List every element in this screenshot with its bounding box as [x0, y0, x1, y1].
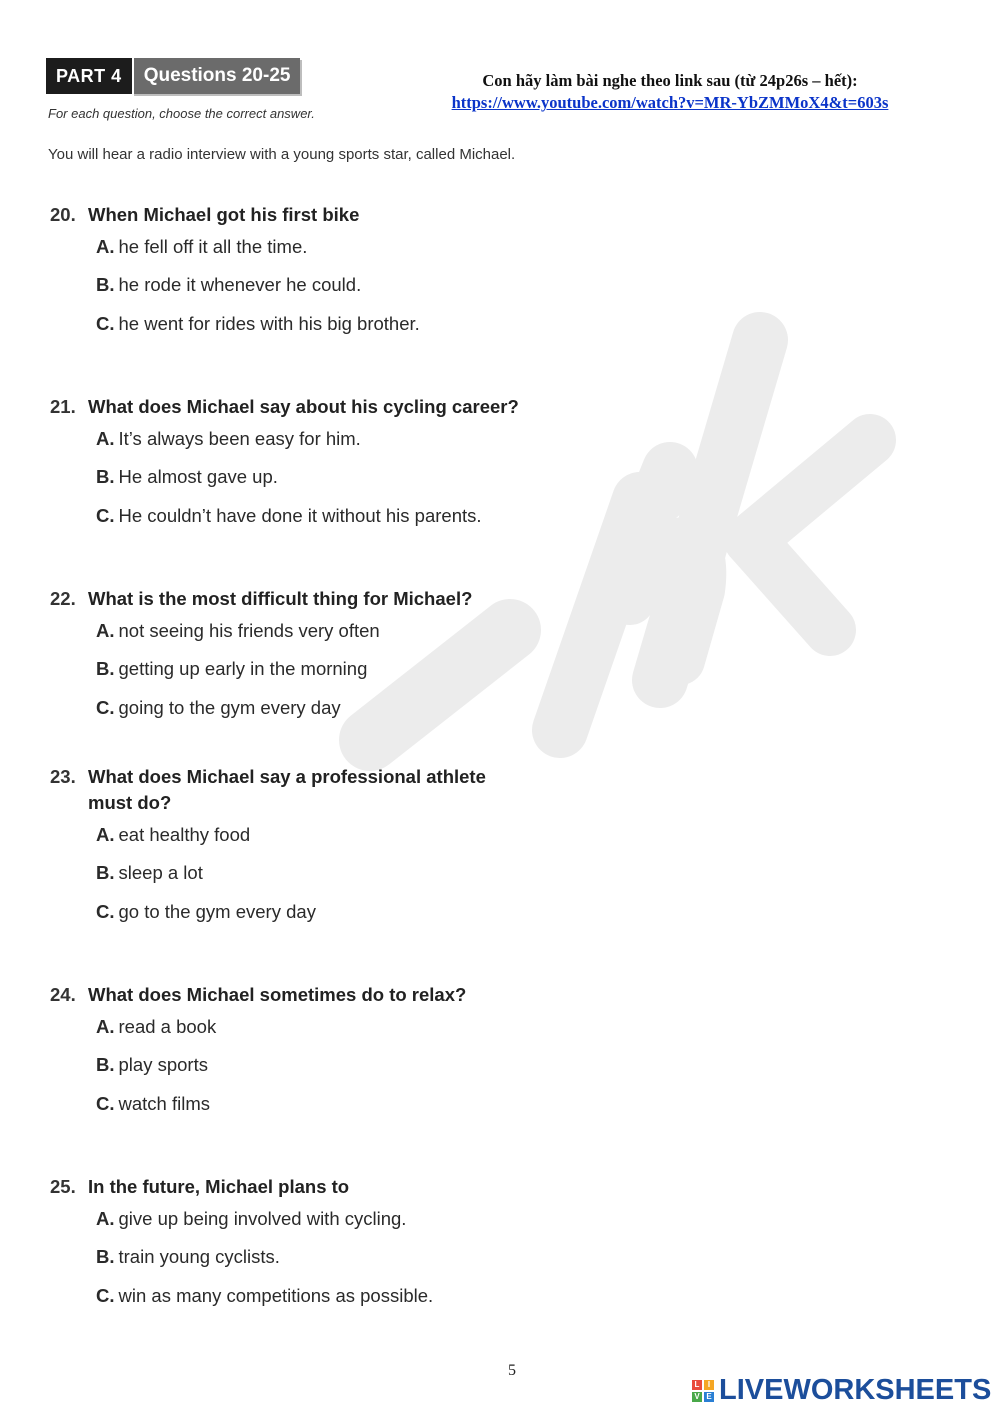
instruction-text: For each question, choose the correct answer. [48, 106, 315, 121]
question-21 [50, 394, 570, 535]
answer-options [96, 420, 570, 536]
option-letter: A. [96, 619, 115, 641]
question-25 [50, 1174, 570, 1315]
option-letter: A. [96, 427, 115, 449]
question-text: What does Michael sometimes do to relax? [88, 984, 467, 1005]
option-text: sleep a lot [118, 862, 203, 884]
question-title [50, 1174, 570, 1200]
answer-option[interactable] [96, 689, 570, 728]
option-text: going to the gym every day [118, 696, 341, 718]
part-question-range: Questions 20-25 [132, 58, 301, 94]
option-letter: B. [96, 862, 115, 884]
answer-option[interactable] [96, 228, 570, 267]
answer-option[interactable] [96, 305, 570, 344]
option-text: he went for rides with his big brother. [118, 312, 420, 334]
part-label: PART 4 [46, 58, 132, 94]
answer-options [96, 612, 570, 728]
option-text: watch films [118, 1092, 210, 1114]
option-letter: C. [96, 696, 115, 718]
liveworksheets-brand [692, 1374, 991, 1407]
question-number: 24. [50, 984, 76, 1005]
question-number: 25. [50, 1176, 76, 1197]
question-title [50, 586, 570, 612]
answer-options [96, 1200, 570, 1316]
option-text: eat healthy food [118, 823, 251, 845]
answer-option[interactable] [96, 1008, 570, 1047]
youtube-link[interactable]: https://www.youtube.com/watch?v=MR-YbZMMoX4&t=603s [451, 93, 889, 113]
question-text: What is the most difficult thing for Michael? [88, 588, 473, 609]
option-text: give up being involved with cycling. [118, 1207, 407, 1229]
listening-note [400, 70, 940, 115]
logo-square: V [692, 1392, 702, 1402]
option-text: getting up early in the morning [118, 658, 368, 680]
option-text: win as many competitions as possible. [118, 1284, 434, 1306]
logo-square: I [704, 1380, 714, 1390]
question-number: 23. [50, 766, 76, 787]
answer-option[interactable] [96, 266, 570, 305]
answer-option[interactable] [96, 650, 570, 689]
option-letter: B. [96, 658, 115, 680]
answer-option[interactable] [96, 893, 570, 932]
option-text: he rode it whenever he could. [118, 274, 362, 296]
question-22 [50, 586, 570, 727]
part-header [46, 58, 300, 94]
page-number: 5 [508, 1362, 516, 1379]
option-letter: B. [96, 274, 115, 296]
option-letter: A. [96, 1207, 115, 1229]
question-text: In the future, Michael plans to [88, 1176, 350, 1197]
option-letter: A. [96, 823, 115, 845]
logo-square: E [704, 1392, 714, 1402]
answer-options [96, 816, 570, 932]
question-20 [50, 202, 570, 343]
answer-option[interactable] [96, 1200, 570, 1239]
answer-option[interactable] [96, 1277, 570, 1316]
answer-option[interactable] [96, 854, 570, 893]
question-text: When Michael got his first bike [88, 204, 360, 225]
answer-option[interactable] [96, 816, 570, 855]
option-text: He couldn’t have done it without his parents. [118, 504, 482, 526]
option-letter: C. [96, 312, 115, 334]
note-text: Con hãy làm bài nghe theo link sau (từ 24p26s – hết): [482, 71, 858, 90]
answer-option[interactable] [96, 1238, 570, 1277]
question-text: What does Michael say about his cycling career? [88, 396, 519, 417]
question-title [50, 764, 570, 816]
question-title [50, 202, 570, 228]
question-text: What does Michael say a professional athlete must do? [88, 766, 486, 813]
question-title [50, 394, 570, 420]
option-letter: C. [96, 1092, 115, 1114]
option-text: not seeing his friends very often [118, 619, 380, 641]
option-letter: A. [96, 235, 115, 257]
question-number: 22. [50, 588, 76, 609]
answer-options [96, 1008, 570, 1124]
liveworksheets-logo-icon [692, 1380, 714, 1402]
answer-option[interactable] [96, 1046, 570, 1085]
option-text: He almost gave up. [118, 466, 278, 488]
option-letter: C. [96, 900, 115, 922]
option-text: he fell off it all the time. [118, 235, 308, 257]
option-letter: C. [96, 504, 115, 526]
option-letter: C. [96, 1284, 115, 1306]
option-text: train young cyclists. [118, 1246, 280, 1268]
answer-option[interactable] [96, 612, 570, 651]
option-letter: B. [96, 1246, 115, 1268]
option-text: go to the gym every day [118, 900, 316, 922]
question-number: 20. [50, 204, 76, 225]
answer-option[interactable] [96, 1085, 570, 1124]
option-letter: A. [96, 1015, 115, 1037]
question-23 [50, 764, 570, 931]
brand-text: LIVEWORKSHEETS [719, 1374, 992, 1406]
option-text: play sports [118, 1054, 208, 1076]
answer-option[interactable] [96, 458, 570, 497]
option-text: It’s always been easy for him. [118, 427, 361, 449]
intro-text: You will hear a radio interview with a young sports star, called Michael. [48, 146, 516, 163]
option-letter: B. [96, 466, 115, 488]
answer-options [96, 228, 570, 344]
answer-option[interactable] [96, 497, 570, 536]
question-title [50, 982, 570, 1008]
question-number: 21. [50, 396, 76, 417]
question-24 [50, 982, 570, 1123]
logo-square: L [692, 1380, 702, 1390]
option-letter: B. [96, 1054, 115, 1076]
answer-option[interactable] [96, 420, 570, 459]
option-text: read a book [118, 1015, 217, 1037]
